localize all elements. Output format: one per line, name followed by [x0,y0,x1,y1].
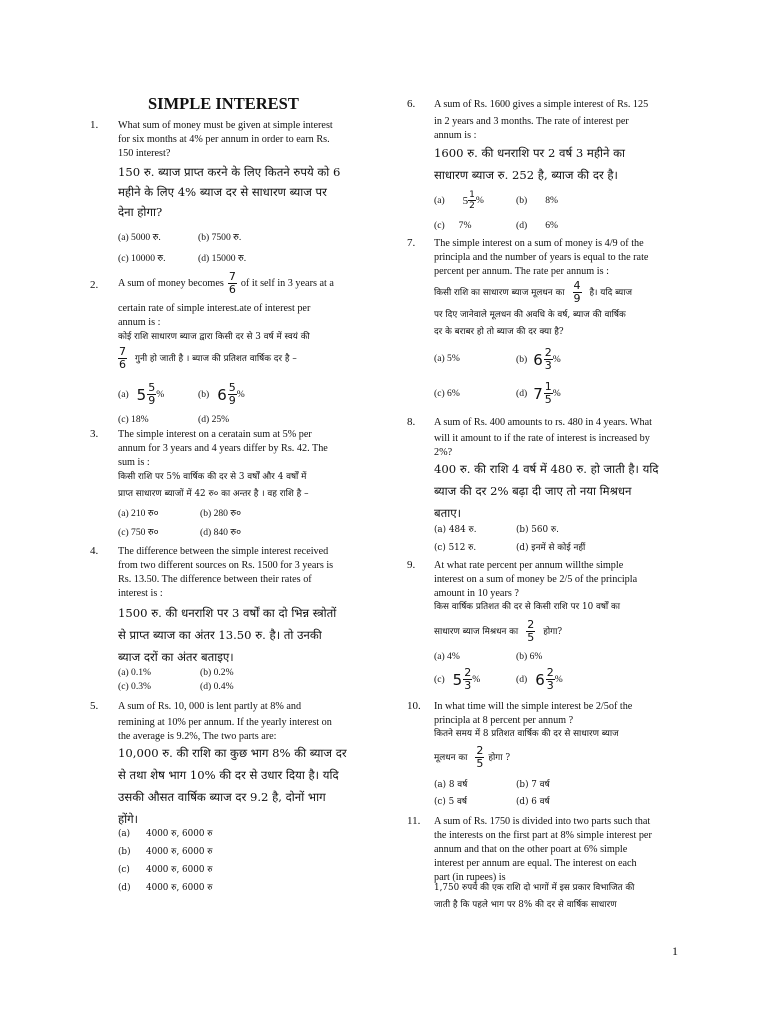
question-6-hindi: 1600 रु. की धनराशि पर 2 वर्ष 3 महीने का साधारण ब्याज रु. 252 है, ब्याज की दर है। [434,146,626,182]
option-c: (c) 4000 रु, 6000 रु [118,865,213,875]
option-d: (d) 6 $\frac{2}{3}$ % [516,666,563,692]
question-8-english: A sum of Rs. 400 amounts to rs. 480 in 4 years. What will it amount to if the rate of interest is increased by 2%? [434,417,652,458]
question-11-hindi: 1,750 रुपये की एक राशि दो भागों में इस प्रकार विभाजित की जाती है कि पहले भाग पर 8% की दर से वार्षिक साधारण [434,883,635,910]
question-6-english: A sum of Rs. 1600 gives a simple interest of Rs. 125 in 2 years and 3 months. The rate of interest per annum is : [434,99,649,141]
question-number: 11. [407,815,421,827]
option-b: (b) 4000 रु, 6000 रु [118,847,213,857]
option-a: (a) 4000 रु, 6000 रु [118,829,213,839]
question-8-hindi: 400 रु. की राशि 4 वर्ष में 480 रु. हो जाती है। यदि ब्याज की दर 2% बढ़ा दी जाए तो नया मिश्रधन बताए। [434,462,659,520]
option-b: (b) 0.2% [200,667,234,678]
question-2-english: certain rate of simple interest.ate of interest per annum is : [118,303,311,328]
question-number: 7. [407,237,416,249]
question-number: 4. [90,545,99,557]
question-5-english: A sum of Rs. 10, 000 is lent partly at 8% and remining at 10% per annum. If the yearly interest on the average is 9.2%, The two parts are: [118,701,332,742]
page-number: 1 [672,944,678,958]
option-a: (a) 5 $\frac{1}{2}$ % [434,190,484,211]
option-d: (d) 840 रु० [200,527,242,538]
option-a: (a) 5% [434,353,460,364]
fraction: $\frac{7}{6}$ [119,345,126,371]
option-b: (b) 280 रु० [200,508,242,519]
question-10-hindi-1: कितने समय में 8 प्रतिशत वार्षिक की दर से साधारण ब्याज [434,729,619,739]
fraction: $\frac{2}{5}$ [476,744,484,770]
option-d: (d) 4000 रु, 6000 रु [118,883,213,893]
option-b: (b) 560 रु. [516,525,559,535]
option-d: (d) 7 $\frac{1}{5}$ % [516,380,561,406]
question-number: 9. [407,559,416,571]
option-b: (b) 6% [516,651,543,662]
option-c: (c) 7% [434,220,472,231]
option-c: (c) 5 वर्ष [434,797,467,807]
question-1-hindi: 150 रु. ब्याज प्राप्त करने के लिए कितने रुपये को 6 महीने के लिए 4% ब्याज दर से साधारण ब्याज पर देना होगा? [118,165,341,219]
option-c: (c) 750 रु० [118,527,159,538]
question-4-hindi: 1500 रु. की धनराशि पर 3 वर्षों का दो भिन्न स्त्रोतों से प्राप्त ब्याज का अंतर 13.50 रु. है। तो उनकी ब्याज दरों का अंतर बताइए। [118,606,337,664]
question-7-english: The simple interest on a sum of money is 4/9 of the principla and the number of years is equal to the rate percent per annum. The rate per annum is : [434,238,649,277]
question-10-english: In what time will the simple interest be 2/5of the principla at 8 percent per annum ? [434,701,633,726]
option-b: (b) 7500 रु. [198,232,242,243]
option-a: (a) 4% [434,651,460,662]
option-a: (a) 210 रु० [118,508,159,519]
fraction: $\frac{2}{5}$ [527,618,535,644]
question-11-english: A sum of Rs. 1750 is divided into two parts such that the interests on the first part at 8% simple interest per annum and that on the other poart at 6% simple interest per annum are equal. The interest on each part (in rupees) is [434,816,652,883]
question-3-english: The simple interest on a ceratain sum at 5% per annum for 3 years and 4 years differ by Rs. 42. The sum is : [118,429,328,468]
option-a: (a) 8 वर्ष [434,780,468,790]
question-7-hindi-1: किसी राशि का साधारण ब्याज मूलधन का $\frac{4}{9}$ है। यदि ब्याज [434,279,633,305]
option-c: (c) 6% [434,388,460,399]
question-5-hindi: 10,000 रु. की राशि का कुछ भाग 8% की ब्याज दर से तथा शेष भाग 10% की दर से उधार दिया है। यदि उसकी औसत वार्षिक ब्याज दर 9.2 है, दोनों भाग होंगे। [118,746,347,826]
question-9-hindi-1: किस वार्षिक प्रतिशत की दर से किसी राशि पर 10 वर्षों का [434,602,621,612]
option-d: (d) इनमें से कोई नहीं [516,543,586,553]
option-a: (a) 5000 रु. [118,232,161,243]
option-b: (b) 8% [516,195,558,206]
fraction: $\frac{4}{9}$ [573,279,581,305]
page-title: SIMPLE INTEREST [148,94,299,113]
fraction: $\frac{7}{6}$ [228,270,236,296]
question-3-hindi: किसी राशि पर 5% वार्षिक की दर से 3 वर्षों और 4 वर्षों में प्राप्त साधारण ब्याजों में 42 रु० का अन्तर है । वह राशि है – [118,472,309,499]
option-a: (a) 484 रु. [434,525,477,535]
option-c: (c) 512 रु. [434,543,477,553]
option-b: (b) 6 $\frac{5}{9}$ % [198,381,245,407]
question-number: 6. [407,98,416,110]
question-2-hindi-2: $\frac{7}{6}$ गुनी हो जाती है । ब्याज की प्रतिशत वार्षिक दर है – [119,345,297,371]
option-a: (a) 5 $\frac{5}{9}$ % [118,381,165,407]
question-number: 3. [90,428,99,440]
question-9-english: At what rate percent per annum willthe simple interest on a sum of money be 2/5 of the principla amount in 10 years ? [434,560,638,599]
question-number: 1. [90,119,99,131]
question-number: 8. [407,416,416,428]
question-10-hindi-2: मूलधन का $\frac{2}{5}$ होगा ? [434,744,511,770]
option-d: (d) 25% [198,414,230,425]
question-2-line1: A sum of money becomes $\frac{7}{6}$ of it self in 3 years at a [118,270,334,296]
question-number: 2. [90,279,99,291]
option-d: (d) 15000 रु. [198,253,247,264]
question-1-english: What sum of money must be given at simple interest for six months at 4% per annum in order to earn Rs. 150 interest? [118,120,333,159]
question-number: 5. [90,700,99,712]
option-c: (c) 10000 रु. [118,253,166,264]
question-4-english: The difference between the simple interest received from two different sources on Rs. 1500 for 3 years is Rs. 13.50. The difference between their rates of interest is : [118,546,334,599]
question-2-hindi: कोई राशि साधारण ब्याज द्वारा किसी दर से 3 वर्ष में स्वयं की [118,332,310,342]
option-a: (a) 0.1% [118,667,152,678]
question-7-hindi: पर दिए जानेवाले मूलधन की अवधि के वर्ष, ब्याज की वार्षिक दर के बराबर हो तो ब्याज की दर क्या है? [434,310,626,337]
option-d: (d) 6% [516,220,558,231]
option-b: (b) 6 $\frac{2}{3}$ % [516,346,561,372]
option-c: (c) 5 $\frac{2}{3}$ % [434,666,481,692]
option-b: (b) 7 वर्ष [516,780,550,790]
option-d: (d) 0.4% [200,681,234,692]
option-d: (d) 6 वर्ष [516,797,550,807]
question-9-hindi-2: साधारण ब्याज मिश्रधन का $\frac{2}{5}$ होगा? [434,618,563,644]
option-c: (c) 0.3% [118,681,152,692]
option-c: (c) 18% [118,414,149,425]
question-number: 10. [407,700,421,712]
